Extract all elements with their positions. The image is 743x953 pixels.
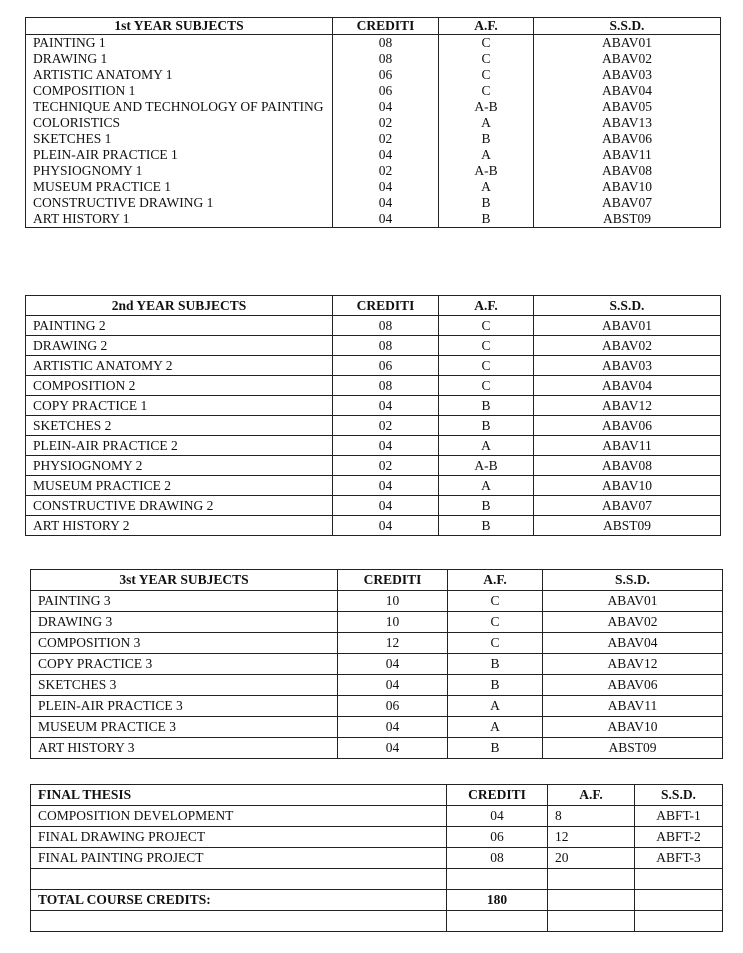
- af-cell: A: [448, 696, 543, 717]
- subject-cell: ARTISTIC ANATOMY 2: [26, 356, 333, 376]
- subject-cell: TECHNIQUE AND TECHNOLOGY OF PAINTING: [26, 99, 333, 115]
- table-header-row: [31, 785, 723, 806]
- af-cell: B: [439, 195, 534, 211]
- ssd-cell: ABAV08: [534, 456, 721, 476]
- ssd-cell: ABAV02: [534, 336, 721, 356]
- af-header: A.F.: [439, 18, 534, 35]
- af-cell: C: [439, 376, 534, 396]
- subject-cell: SKETCHES 3: [31, 675, 338, 696]
- ssd-cell: ABAV03: [534, 356, 721, 376]
- subject-cell: PLEIN-AIR PRACTICE 2: [26, 436, 333, 456]
- total-row: [31, 890, 723, 911]
- af-cell: A: [439, 476, 534, 496]
- subject-cell: COLORISTICS: [26, 115, 333, 131]
- credits-cell: 04: [338, 738, 448, 759]
- ssd-cell: ABAV08: [534, 163, 721, 179]
- af-cell: A: [448, 717, 543, 738]
- ssd-cell: ABAV03: [534, 67, 721, 83]
- ssd-cell: ABAV07: [534, 195, 721, 211]
- empty-row: [31, 869, 723, 890]
- table-row: [31, 612, 723, 633]
- af-cell: C: [439, 83, 534, 99]
- af-cell: C: [448, 633, 543, 654]
- af-cell: C: [439, 356, 534, 376]
- ssd-cell: ABAV06: [534, 416, 721, 436]
- credits-cell: 04: [333, 195, 439, 211]
- table-row: [26, 51, 721, 67]
- table-row: [26, 476, 721, 496]
- ssd-cell: ABAV12: [543, 654, 723, 675]
- subject-cell: MUSEUM PRACTICE 3: [31, 717, 338, 738]
- af-cell: B: [439, 131, 534, 147]
- af-cell: A-B: [439, 163, 534, 179]
- af-header: A.F.: [439, 296, 534, 316]
- credits-cell: 12: [338, 633, 448, 654]
- subject-cell: SKETCHES 1: [26, 131, 333, 147]
- ssd-cell: ABAV06: [534, 131, 721, 147]
- credits-header: CREDITI: [333, 296, 439, 316]
- credits-cell: 06: [333, 83, 439, 99]
- subject-cell: COMPOSITION 2: [26, 376, 333, 396]
- subject-cell: CONSTRUCTIVE DRAWING 2: [26, 496, 333, 516]
- ssd-header: S.S.D.: [534, 296, 721, 316]
- af-cell: C: [439, 316, 534, 336]
- subject-cell: COPY PRACTICE 3: [31, 654, 338, 675]
- third-year-subjects-table: [30, 569, 723, 759]
- af-header: A.F.: [548, 785, 635, 806]
- credits-cell: 02: [333, 163, 439, 179]
- ssd-cell: ABAV02: [534, 51, 721, 67]
- subject-cell: COMPOSITION 3: [31, 633, 338, 654]
- subject-header: 3st YEAR SUBJECTS: [31, 570, 338, 591]
- table-row: [26, 496, 721, 516]
- af-cell: B: [439, 516, 534, 536]
- ssd-cell: ABAV06: [543, 675, 723, 696]
- table-row: [26, 396, 721, 416]
- credits-cell: 10: [338, 591, 448, 612]
- af-cell: B: [448, 654, 543, 675]
- af-cell: A: [439, 179, 534, 195]
- af-cell: 20: [548, 848, 635, 869]
- subject-cell: PLEIN-AIR PRACTICE 3: [31, 696, 338, 717]
- ssd-cell: ABAV10: [534, 179, 721, 195]
- ssd-cell: ABAV11: [543, 696, 723, 717]
- af-cell: A: [439, 147, 534, 163]
- subject-cell: COMPOSITION DEVELOPMENT: [31, 806, 447, 827]
- table-row: [26, 67, 721, 83]
- ssd-cell: ABAV01: [534, 35, 721, 52]
- af-cell: C: [439, 51, 534, 67]
- subject-cell: ART HISTORY 2: [26, 516, 333, 536]
- credits-cell: 04: [333, 476, 439, 496]
- table-row: [26, 211, 721, 228]
- table-row: [31, 696, 723, 717]
- ssd-cell: ABAV04: [534, 83, 721, 99]
- ssd-cell: ABAV13: [534, 115, 721, 131]
- af-cell: 8: [548, 806, 635, 827]
- subject-cell: DRAWING 1: [26, 51, 333, 67]
- ssd-cell: ABAV04: [534, 376, 721, 396]
- table-row: [26, 376, 721, 396]
- subject-cell: DRAWING 3: [31, 612, 338, 633]
- af-cell: C: [439, 67, 534, 83]
- af-cell: A: [439, 115, 534, 131]
- table-row: [26, 179, 721, 195]
- table-row: [26, 195, 721, 211]
- table-row: [26, 316, 721, 336]
- credits-cell: 02: [333, 416, 439, 436]
- table-row: [26, 131, 721, 147]
- credits-cell: 02: [333, 115, 439, 131]
- table-row: [26, 516, 721, 536]
- af-cell: C: [448, 612, 543, 633]
- credits-cell: 04: [338, 717, 448, 738]
- credits-cell: 04: [333, 516, 439, 536]
- credits-cell: 04: [333, 211, 439, 228]
- table-row: [31, 717, 723, 738]
- table-row: [31, 675, 723, 696]
- ssd-header: S.S.D.: [543, 570, 723, 591]
- subject-cell: FINAL PAINTING PROJECT: [31, 848, 447, 869]
- af-cell: A-B: [439, 99, 534, 115]
- table-row: [31, 848, 723, 869]
- subject-cell: ARTISTIC ANATOMY 1: [26, 67, 333, 83]
- credits-cell: 06: [338, 696, 448, 717]
- table-row: [31, 806, 723, 827]
- subject-cell: MUSEUM PRACTICE 2: [26, 476, 333, 496]
- table-row: [26, 356, 721, 376]
- subject-cell: PHYSIOGNOMY 1: [26, 163, 333, 179]
- credits-cell: 04: [333, 99, 439, 115]
- table-header-row: [26, 296, 721, 316]
- ssd-cell: ABAV05: [534, 99, 721, 115]
- table-row: [26, 83, 721, 99]
- subject-cell: PAINTING 1: [26, 35, 333, 52]
- ssd-cell: ABST09: [534, 211, 721, 228]
- ssd-cell: ABAV11: [534, 147, 721, 163]
- credits-header: CREDITI: [447, 785, 548, 806]
- subject-cell: COPY PRACTICE 1: [26, 396, 333, 416]
- first-year-subjects-table: [25, 17, 721, 228]
- ssd-cell: ABAV10: [534, 476, 721, 496]
- table-row: [26, 416, 721, 436]
- table-header-row: [31, 570, 723, 591]
- subject-cell: SKETCHES 2: [26, 416, 333, 436]
- af-cell: C: [439, 336, 534, 356]
- subject-cell: MUSEUM PRACTICE 1: [26, 179, 333, 195]
- table-row: [26, 456, 721, 476]
- credits-header: CREDITI: [333, 18, 439, 35]
- ssd-header: S.S.D.: [635, 785, 723, 806]
- af-cell: B: [448, 738, 543, 759]
- table-row: [31, 591, 723, 612]
- subject-header: 1st YEAR SUBJECTS: [26, 18, 333, 35]
- ssd-cell: ABFT-2: [635, 827, 723, 848]
- subject-cell: PAINTING 3: [31, 591, 338, 612]
- credits-cell: 04: [333, 179, 439, 195]
- final-thesis-table: [30, 784, 723, 932]
- table-header-row: [26, 18, 721, 35]
- subject-cell: COMPOSITION 1: [26, 83, 333, 99]
- total-label: TOTAL COURSE CREDITS:: [31, 890, 447, 911]
- credits-cell: 04: [333, 147, 439, 163]
- credits-cell: 06: [333, 356, 439, 376]
- credits-cell: 10: [338, 612, 448, 633]
- empty-row: [31, 911, 723, 932]
- af-cell: A: [439, 436, 534, 456]
- credits-header: CREDITI: [338, 570, 448, 591]
- ssd-cell: ABAV04: [543, 633, 723, 654]
- ssd-header: S.S.D.: [534, 18, 721, 35]
- ssd-cell: ABAV12: [534, 396, 721, 416]
- credits-cell: 04: [333, 396, 439, 416]
- af-cell: C: [439, 35, 534, 52]
- credits-cell: 06: [447, 827, 548, 848]
- af-header: A.F.: [448, 570, 543, 591]
- credits-cell: 04: [447, 806, 548, 827]
- af-cell: A-B: [439, 456, 534, 476]
- ssd-cell: ABFT-3: [635, 848, 723, 869]
- credits-cell: 04: [333, 496, 439, 516]
- subject-cell: PLEIN-AIR PRACTICE 1: [26, 147, 333, 163]
- credits-cell: 04: [338, 675, 448, 696]
- subject-cell: DRAWING 2: [26, 336, 333, 356]
- credits-cell: 02: [333, 456, 439, 476]
- ssd-cell: ABAV01: [543, 591, 723, 612]
- credits-cell: 08: [333, 35, 439, 52]
- table-row: [26, 115, 721, 131]
- ssd-cell: ABST09: [534, 516, 721, 536]
- table-row: [31, 827, 723, 848]
- subject-cell: CONSTRUCTIVE DRAWING 1: [26, 195, 333, 211]
- ssd-cell: ABST09: [543, 738, 723, 759]
- table-row: [31, 654, 723, 675]
- table-row: [26, 35, 721, 52]
- credits-cell: 08: [333, 336, 439, 356]
- credits-cell: 06: [333, 67, 439, 83]
- af-cell: C: [448, 591, 543, 612]
- table-row: [26, 436, 721, 456]
- af-cell: B: [439, 416, 534, 436]
- ssd-cell: ABAV01: [534, 316, 721, 336]
- credits-cell: 08: [333, 376, 439, 396]
- final-thesis-header: FINAL THESIS: [31, 785, 447, 806]
- credits-cell: 04: [338, 654, 448, 675]
- credits-cell: 04: [333, 436, 439, 456]
- credits-cell: 08: [333, 51, 439, 67]
- table-row: [26, 147, 721, 163]
- total-value: 180: [447, 890, 548, 911]
- af-cell: B: [439, 496, 534, 516]
- ssd-cell: ABAV10: [543, 717, 723, 738]
- credits-cell: 02: [333, 131, 439, 147]
- af-cell: 12: [548, 827, 635, 848]
- subject-cell: PAINTING 2: [26, 316, 333, 336]
- ssd-cell: ABAV02: [543, 612, 723, 633]
- second-year-subjects-table: [25, 295, 721, 536]
- table-row: [26, 99, 721, 115]
- subject-header: 2nd YEAR SUBJECTS: [26, 296, 333, 316]
- credits-cell: 08: [333, 316, 439, 336]
- table-row: [31, 738, 723, 759]
- subject-cell: ART HISTORY 1: [26, 211, 333, 228]
- af-cell: B: [439, 396, 534, 416]
- subject-cell: ART HISTORY 3: [31, 738, 338, 759]
- af-cell: B: [448, 675, 543, 696]
- ssd-cell: ABFT-1: [635, 806, 723, 827]
- subject-cell: PHYSIOGNOMY 2: [26, 456, 333, 476]
- ssd-cell: ABAV11: [534, 436, 721, 456]
- subject-cell: FINAL DRAWING PROJECT: [31, 827, 447, 848]
- table-row: [26, 336, 721, 356]
- ssd-cell: ABAV07: [534, 496, 721, 516]
- credits-cell: 08: [447, 848, 548, 869]
- table-row: [31, 633, 723, 654]
- af-cell: B: [439, 211, 534, 228]
- table-row: [26, 163, 721, 179]
